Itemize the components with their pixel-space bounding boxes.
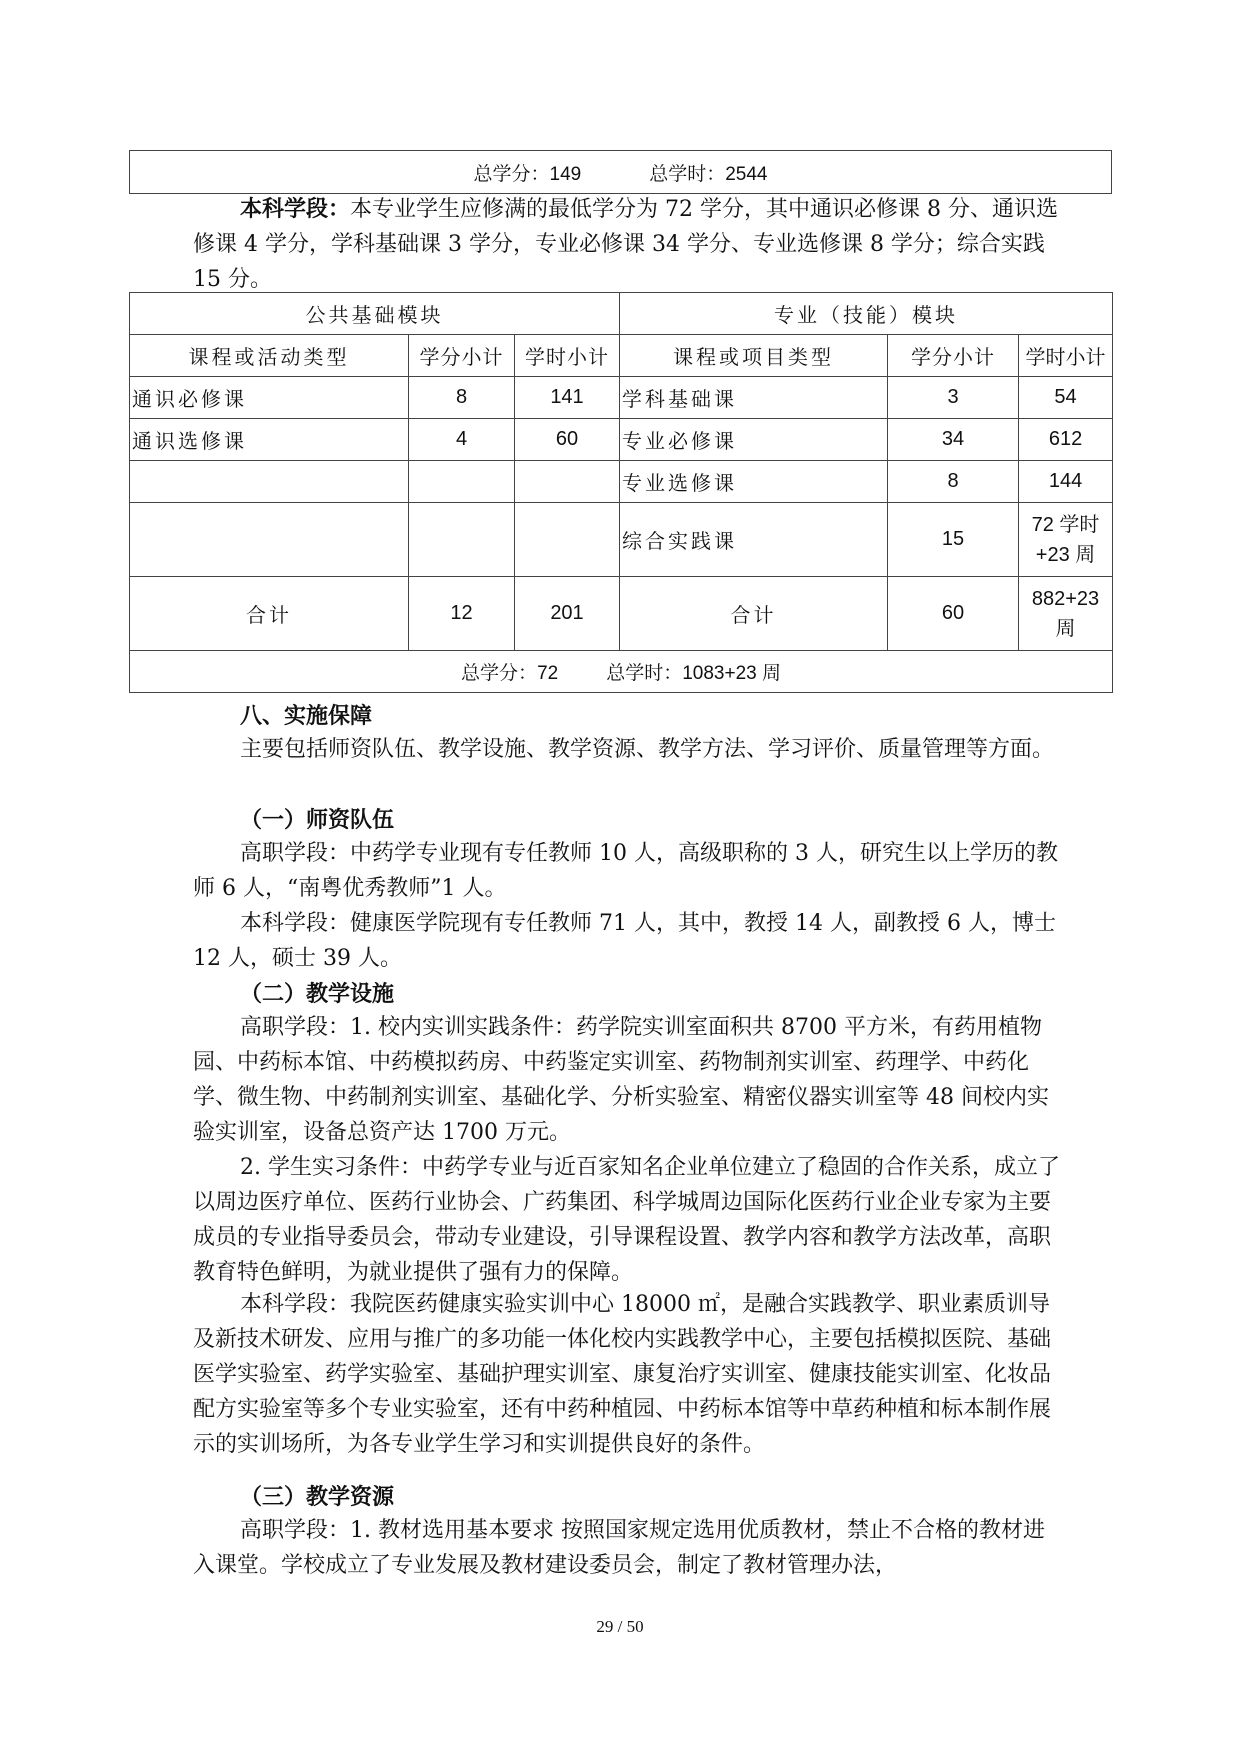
total-hours-label: 总学时： [649, 162, 726, 185]
resources-vocational-paragraph: 高职学段：1. 教材选用基本要求 按照国家规定选用优质教材，禁止不合格的教材进入课堂。学校成立了专业发展及教材建设委员会，制定了教材管理办法， [193, 1518, 1045, 1578]
total-left-hours: 201 [515, 577, 620, 651]
cell-left-type: 通识选修课 [130, 419, 409, 461]
cell-right-hours [1019, 503, 1113, 577]
module-left-header: 公共基础模块 [130, 293, 620, 335]
total-hours-value: 2544 [725, 163, 768, 185]
column-header: 学分小计 [888, 335, 1019, 377]
total-credits-value: 72 [537, 663, 559, 684]
facilities-vocational-paragraph: 高职学段：1. 校内实训实践条件：药学院实训室面积共 8700 平方米，有药用植物园、中药标本馆、中药模拟药房、中药鉴定实训室、药物制剂实训室、药理学、中药化学、微生物、中药制剂实训室、基础化学、分析实验室、精密仪器实训室等 48 间校内实验实训室，设备总资产达 1700 万元。 [193, 1015, 1049, 1145]
subsection-title-faculty: （一）师资队伍 [240, 808, 395, 833]
table-row [130, 419, 1113, 461]
total-credits-label: 总学分： [473, 162, 550, 185]
column-header: 课程或项目类型 [620, 335, 888, 377]
total-left-label: 合计 [130, 577, 409, 651]
total-hours-label: 总学时： [606, 662, 683, 684]
cell-right-type: 专业必修课 [620, 419, 888, 461]
column-header-row [130, 335, 1113, 377]
cell-left-credits [409, 503, 515, 577]
undergrad-intro-paragraph [193, 192, 1063, 297]
cell-left-hours [515, 503, 620, 577]
summary-cell [130, 651, 1113, 693]
cell-right-hours: 144 [1019, 461, 1113, 503]
column-header: 学时小计 [1019, 335, 1113, 377]
total-hours-value: 1083+23 周 [682, 663, 781, 684]
total-credits-value: 149 [549, 163, 582, 185]
total-right-credits: 60 [888, 577, 1019, 651]
column-header: 学时小计 [515, 335, 620, 377]
cell-left-credits: 8 [409, 377, 515, 419]
cell-left-type [130, 461, 409, 503]
module-right-header: 专业（技能）模块 [620, 293, 1113, 335]
cell-right-hours: 54 [1019, 377, 1113, 419]
total-right-hours-line2: 周 [1055, 617, 1076, 640]
table-row [130, 503, 1113, 577]
undergrad-intro-text: 本专业学生应修满的最低学分为 72 学分，其中通识必修课 8 分、通识选修课 4 学分，学科基础课 3 学分，专业必修课 34 学分、专业选修课 8 学分；综合实践 15 分。 [193, 197, 1058, 292]
faculty-vocational-paragraph: 高职学段：中药学专业现有专任教师 10 人，高级职称的 3 人，研究生以上学历的教师 6 人，“南粤优秀教师”1 人。 [193, 841, 1058, 901]
cell-left-type [130, 503, 409, 577]
cell-right-credits: 3 [888, 377, 1019, 419]
total-left-credits: 12 [409, 577, 515, 651]
column-header: 学分小计 [409, 335, 515, 377]
undergrad-intro-lead: 本科学段： [240, 197, 351, 222]
column-header: 课程或活动类型 [130, 335, 409, 377]
facilities-undergrad-paragraph: 本科学段：我院医药健康实验实训中心 18000 ㎡，是融合实践教学、职业素质训导及新技术研发、应用与推广的多功能一体化校内实践教学中心，主要包括模拟医院、基础医学实验室、药学实验室、基础护理实训室、康复治疗实训室、健康技能实训室、化妆品配方实验室等多个专业实验室，还有中药种植园、中药标本馆等中草药种植和标本制作展示的实训场所，为各专业学生学习和实训提供良好的条件。 [193, 1292, 1052, 1457]
cell-left-credits [409, 461, 515, 503]
cell-right-hours-line2: +23 周 [1035, 543, 1096, 566]
faculty-undergrad-paragraph: 本科学段：健康医学院现有专任教师 71 人，其中，教授 14 人，副教授 6 人，博士 12 人，硕士 39 人。 [193, 911, 1056, 971]
cell-right-hours: 612 [1019, 419, 1113, 461]
credit-table [129, 292, 1113, 693]
subsection-title-resources: （三）教学资源 [240, 1485, 395, 1510]
cell-left-hours [515, 461, 620, 503]
cell-right-credits: 15 [888, 503, 1019, 577]
cell-right-type: 综合实践课 [620, 503, 888, 577]
totals-row [130, 577, 1113, 651]
total-right-hours-line1: 882+23 [1031, 587, 1100, 610]
table-row [130, 461, 1113, 503]
cell-left-hours: 60 [515, 419, 620, 461]
section-title: 八、实施保障 [240, 704, 373, 729]
total-right-label: 合计 [620, 577, 888, 651]
summary-cell [130, 151, 1112, 194]
section-intro: 主要包括师资队伍、教学设施、教学资源、教学方法、学习评价、质量管理等方面。 [240, 737, 1055, 762]
cell-right-type: 学科基础课 [620, 377, 888, 419]
subsection-title-facilities: （二）教学设施 [240, 982, 395, 1007]
cell-left-credits: 4 [409, 419, 515, 461]
total-right-hours [1019, 577, 1113, 651]
cell-right-hours-line1: 72 学时 [1031, 513, 1100, 536]
cell-right-credits: 34 [888, 419, 1019, 461]
cell-left-type: 通识必修课 [130, 377, 409, 419]
cell-right-credits: 8 [888, 461, 1019, 503]
module-header-row [130, 293, 1113, 335]
summary-box-vocational [129, 150, 1112, 194]
page-number: 29 / 50 [596, 1617, 644, 1636]
cell-right-type: 专业选修课 [620, 461, 888, 503]
summary-row [130, 651, 1113, 693]
table-row [130, 377, 1113, 419]
total-credits-label: 总学分： [461, 662, 538, 684]
facilities-internship-paragraph: 2. 学生实习条件：中药学专业与近百家知名企业单位建立了稳固的合作关系，成立了以周边医疗单位、医药行业协会、广药集团、科学城周边国际化医药行业企业专家为主要成员的专业指导委员会，带动专业建设，引导课程设置、教学内容和教学方法改革，高职教育特色鲜明，为就业提供了强有力的保障。 [193, 1155, 1060, 1285]
cell-left-hours: 141 [515, 377, 620, 419]
